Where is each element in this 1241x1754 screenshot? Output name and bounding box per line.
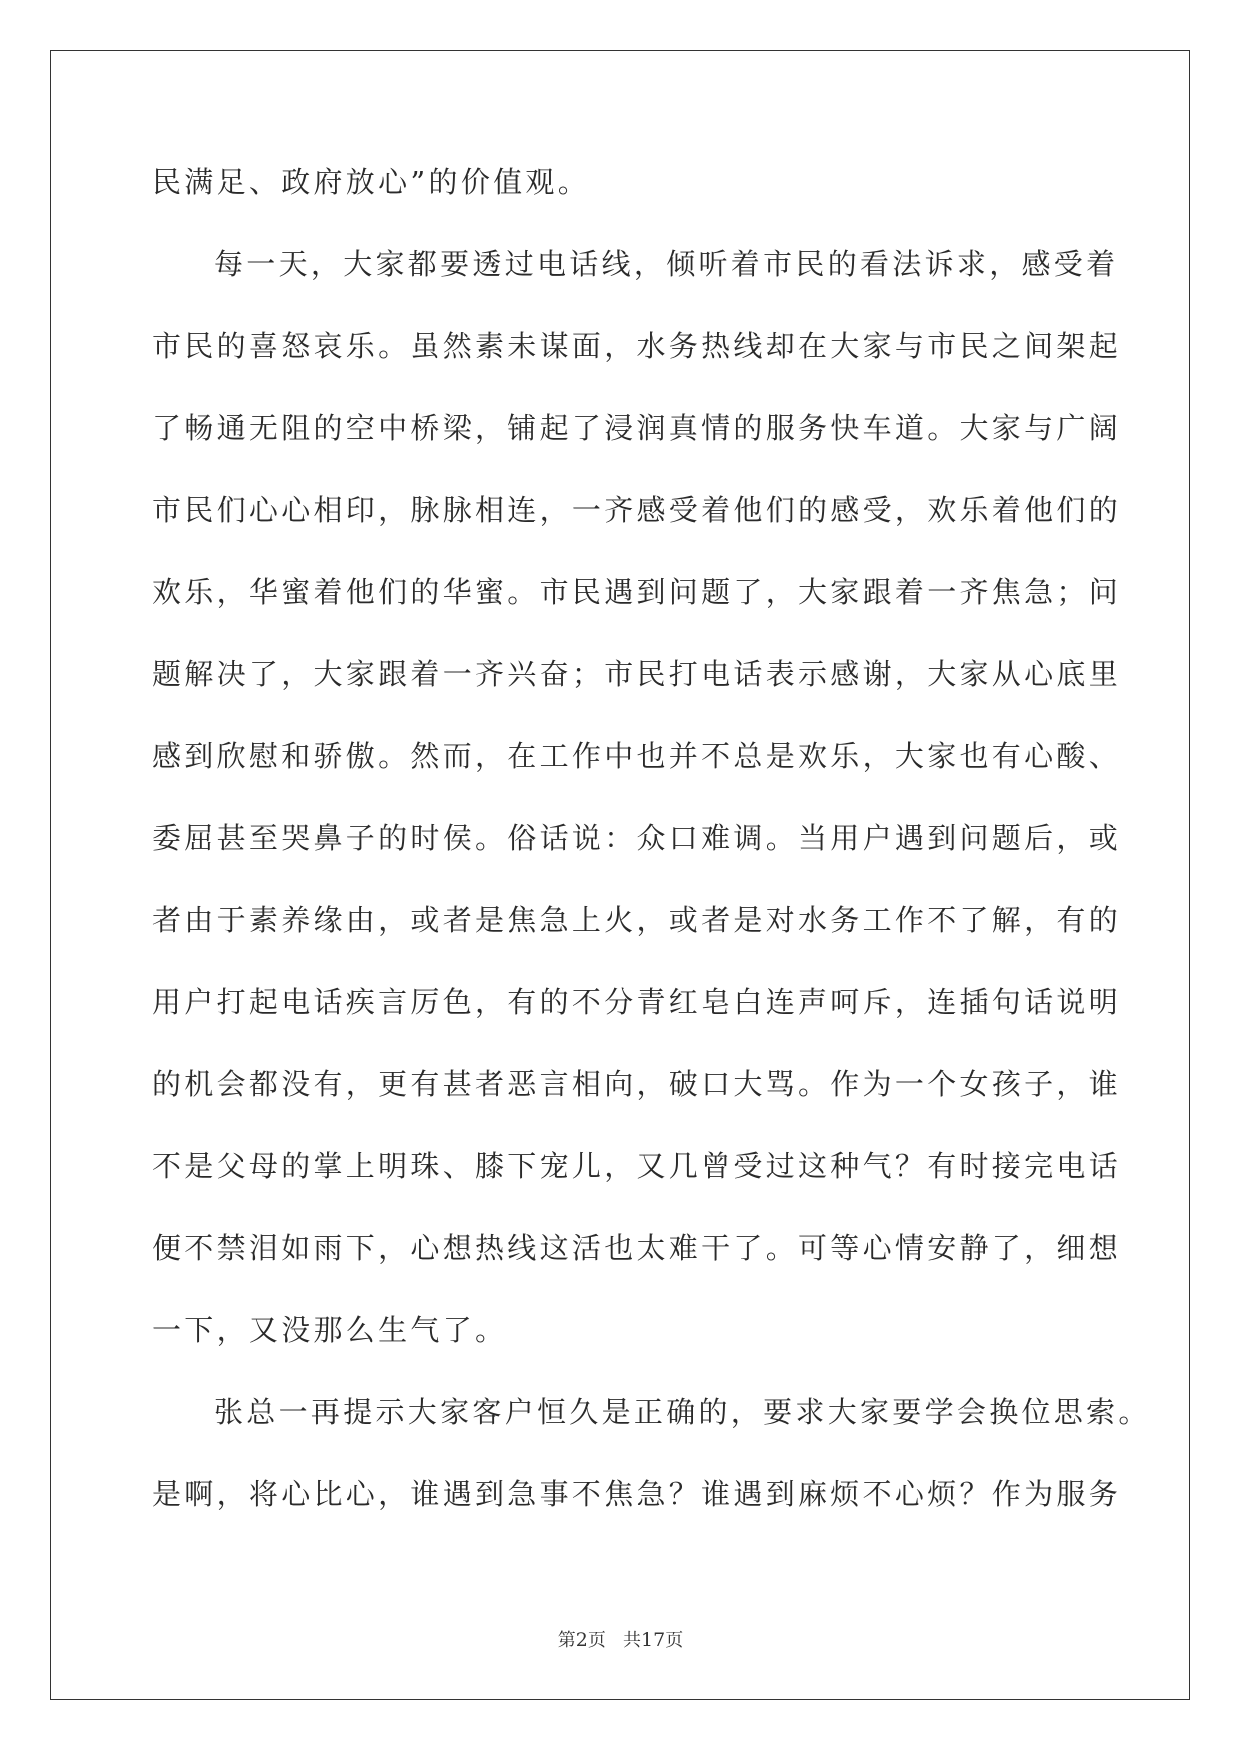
text-line: 委屈甚至哭鼻子的时侯。俗话说：众口难调。当用户遇到问题后，或 [152, 821, 1122, 855]
page-prefix: 第 [557, 1630, 576, 1651]
text-line: 用户打起电话疾言厉色，有的不分青红皂白连声呵斥，连插句话说明 [152, 985, 1122, 1019]
total-suffix: 页 [665, 1630, 684, 1651]
text-line: 便不禁泪如雨下，心想热线这活也太难干了。可等心情安静了，细想 [152, 1231, 1122, 1265]
text-line: 题解决了，大家跟着一齐兴奋；市民打电话表示感谢，大家从心底里 [152, 657, 1122, 691]
text-line: 者由于素养缘由，或者是焦急上火，或者是对水务工作不了解，有的 [152, 903, 1122, 937]
text-line: 市民们心心相印，脉脉相连，一齐感受着他们的感受，欢乐着他们的 [152, 493, 1122, 527]
text-line: 感到欣慰和骄傲。然而，在工作中也并不总是欢乐，大家也有心酸、 [152, 739, 1122, 773]
text-line: 不是父母的掌上明珠、膝下宠儿，又几曾受过这种气？有时接完电话 [152, 1149, 1122, 1183]
text-line: 一下，又没那么生气了。 [152, 1313, 508, 1347]
page-footer [0, 1628, 1241, 1653]
text-line: 是啊，将心比心，谁遇到急事不焦急？谁遇到麻烦不心烦？作为服务 [152, 1477, 1122, 1511]
page-current: 2 [575, 1629, 588, 1651]
text-line: 民满足、政府放心”的价值观。 [152, 165, 591, 199]
page-total: 17 [641, 1629, 666, 1651]
text-line: 每一天，大家都要透过电话线，倾听着市民的看法诉求，感受着 [214, 247, 1119, 281]
text-line: 欢乐，华蜜着他们的华蜜。市民遇到问题了，大家跟着一齐焦急；问 [152, 575, 1122, 609]
text-line: 的机会都没有，更有甚者恶言相向，破口大骂。作为一个女孩子，谁 [152, 1067, 1122, 1101]
document-body [152, 162, 1151, 1556]
text-line: 市民的喜怒哀乐。虽然素未谋面，水务热线却在大家与市民之间架起 [152, 329, 1122, 363]
total-prefix: 共 [623, 1630, 642, 1651]
text-line: 了畅通无阻的空中桥梁，铺起了浸润真情的服务快车道。大家与广阔 [152, 411, 1122, 445]
text-line: 张总一再提示大家客户恒久是正确的，要求大家要学会换位思索。 [214, 1395, 1151, 1429]
page-suffix: 页 [587, 1630, 606, 1651]
